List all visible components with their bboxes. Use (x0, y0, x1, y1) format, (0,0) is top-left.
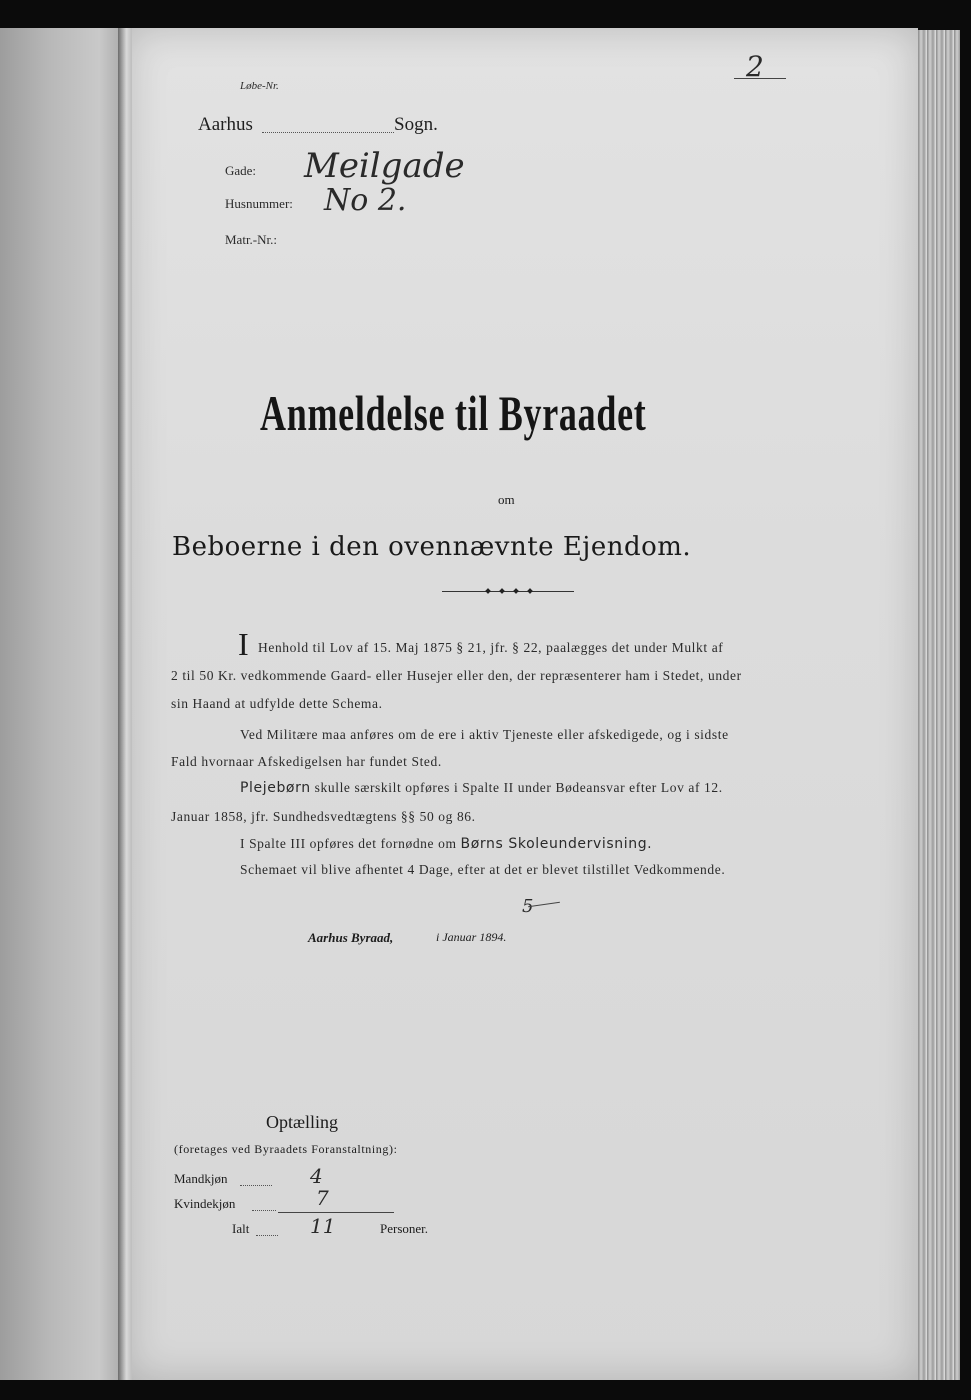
body-line-5: Fald hvornaar Afskedigelsen har fundet Sted. (171, 754, 442, 769)
body-line-6 (240, 780, 723, 796)
page-subtitle: Beboerne i den ovennævnte Ejendom. (172, 532, 692, 562)
ornament-dot (485, 588, 491, 594)
schooling-term: Børns Skoleundervisning. (460, 836, 653, 852)
parish-label: Sogn. (394, 114, 438, 135)
total-value: 11 (310, 1214, 336, 1238)
foster-children-term: Plejebørn (240, 780, 311, 796)
body-line-8-start: I Spalte III opføres det fornødne om (240, 836, 457, 851)
sum-line (278, 1212, 394, 1213)
form-page (128, 28, 918, 1380)
male-dots (240, 1185, 272, 1186)
female-value: 7 (316, 1186, 329, 1210)
page-number-underline (734, 78, 786, 79)
page-number: 2 (746, 50, 764, 83)
total-dots (256, 1235, 278, 1236)
house-number-value: No 2. (324, 183, 407, 218)
city-name: Aarhus (198, 114, 253, 135)
ornament-divider (442, 591, 574, 592)
body-initial: I (238, 626, 249, 662)
book-gutter (118, 28, 132, 1380)
count-subtitle: (foretages ved Byraadets Foranstaltning): (174, 1142, 398, 1156)
body-line-8 (240, 836, 652, 852)
body-line-2: 2 til 50 Kr. vedkommende Gaard- eller Husejer eller den, der repræsenterer ham i Stedet, under (171, 668, 742, 683)
female-dots (252, 1210, 276, 1211)
count-title: Optælling (266, 1112, 339, 1132)
persons-label: Personer. (380, 1221, 429, 1236)
matr-nr-label: Matr.-Nr.: (225, 232, 277, 247)
body-line-6-rest: skulle særskilt opføres i Spalte II under Bødeansvar efter Lov af 12. (314, 780, 723, 795)
signature-org: Aarhus Byraad, (308, 930, 394, 945)
body-line-9: Schemaet vil blive afhentet 4 Dage, efter at det er blevet tilstillet Vedkommende. (240, 862, 726, 877)
signature-date: i Januar 1894. (436, 930, 507, 944)
body-line-7: Januar 1858, jfr. Sundhedsvedtægtens §§ 50 og 86. (171, 809, 476, 824)
left-page-edge (0, 28, 124, 1380)
female-label: Kvindekjøn (174, 1196, 236, 1211)
date-correction: 5 (522, 896, 534, 917)
title-connector: om (498, 492, 515, 507)
street-label: Gade: (225, 163, 257, 178)
page-title: Anmeldelse til Byraadet (260, 385, 647, 441)
house-number-label: Husnummer: (225, 196, 293, 211)
lobe-nr-label: Løbe-Nr. (240, 80, 279, 92)
total-label: Ialt (232, 1221, 250, 1236)
street-value: Meilgade (304, 146, 465, 186)
body-line-3: sin Haand at udfylde dette Schema. (171, 696, 383, 711)
male-label: Mandkjøn (174, 1171, 228, 1186)
ornament-dot (527, 588, 533, 594)
male-value: 4 (310, 1164, 323, 1188)
ornament-dot (513, 588, 519, 594)
body-line-4: Ved Militære maa anføres om de ere i aktiv Tjeneste eller afskedigede, og i sidste (240, 727, 729, 742)
ornament-dot (499, 588, 505, 594)
body-line-1: Henhold til Lov af 15. Maj 1875 § 21, jfr. § 22, paalægges det under Mulkt af (258, 640, 724, 655)
parish-fill-line (262, 132, 394, 133)
